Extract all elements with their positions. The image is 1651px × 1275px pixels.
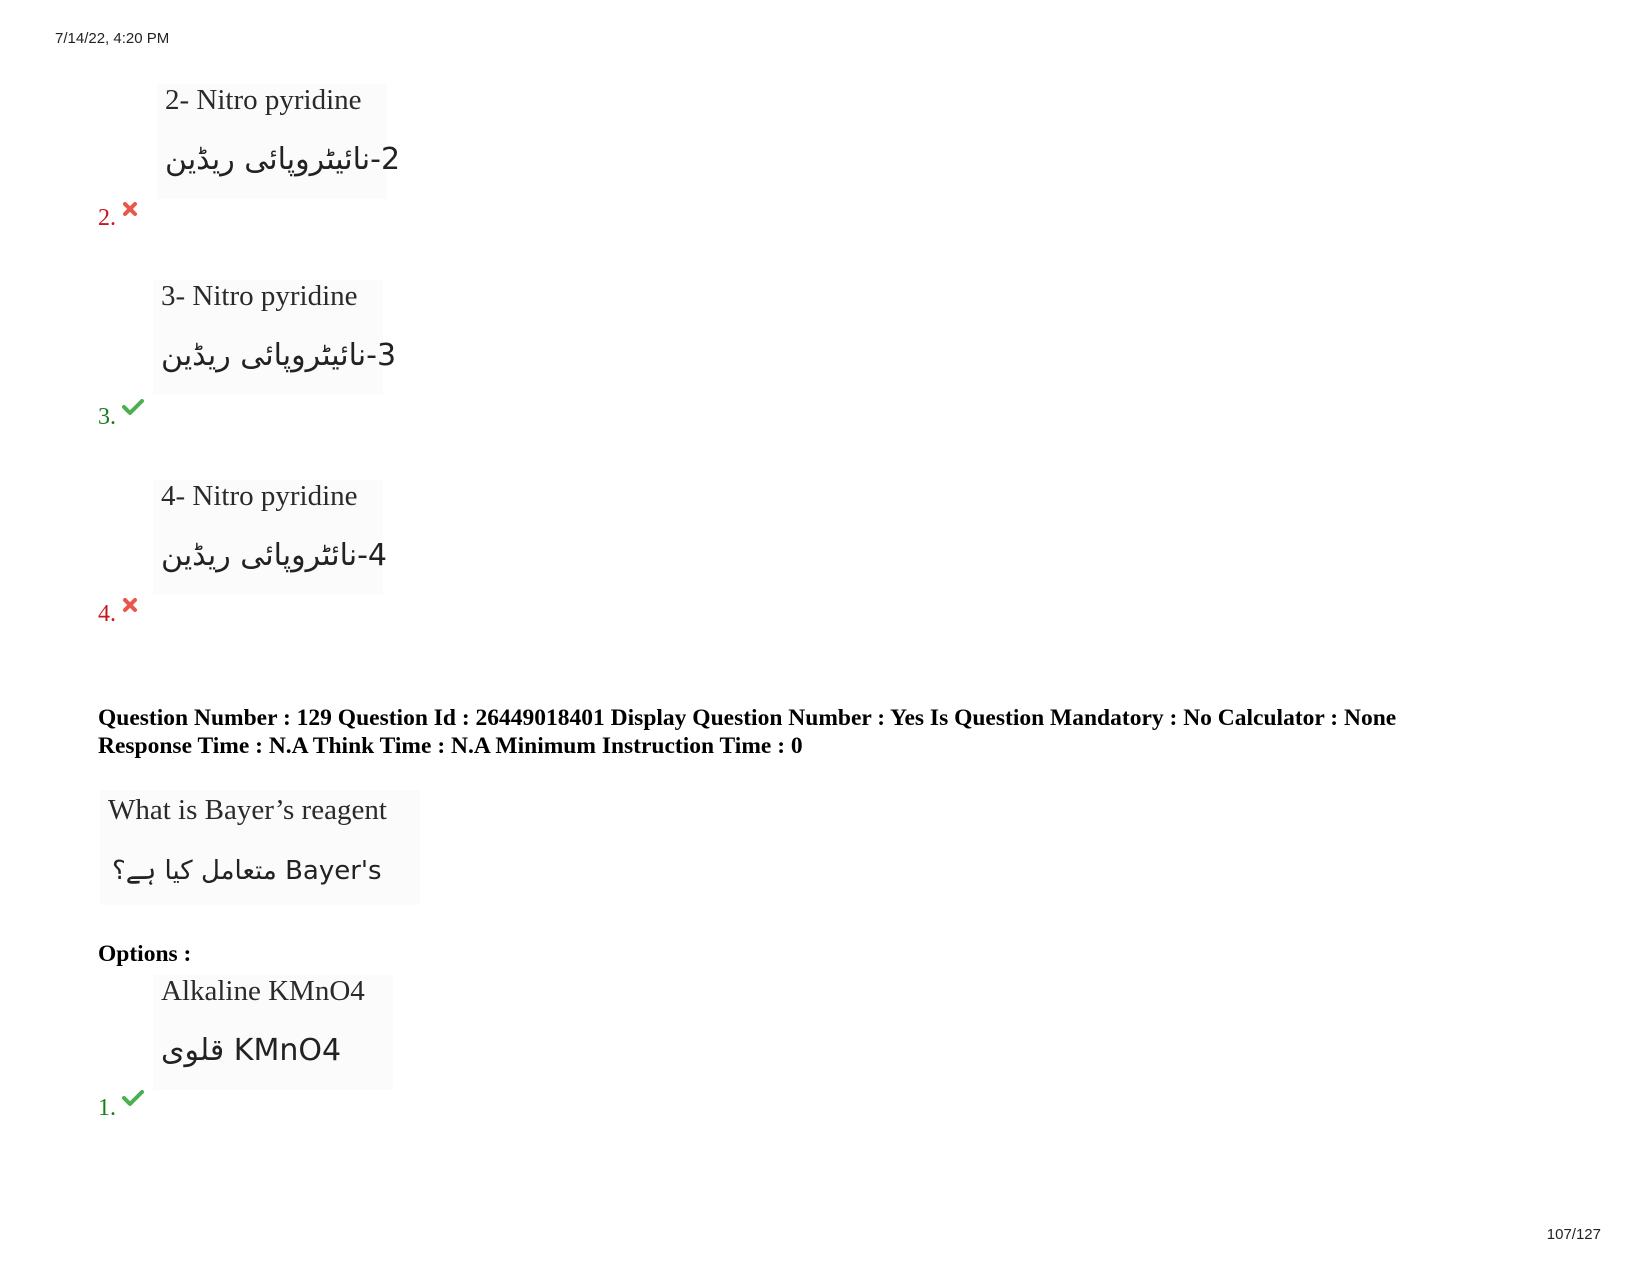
option-urdu-text: 4-نائٹروپائی ریڈین (161, 538, 388, 573)
option-number-2: 2. (98, 205, 138, 232)
page-number: 107/127 (1546, 1226, 1601, 1243)
option-image-2 (157, 84, 401, 199)
check-icon (122, 396, 144, 423)
option-english-text: Alkaline KMnO4 (161, 975, 365, 1007)
print-datetime: 7/14/22, 4:20 PM (55, 30, 170, 47)
cross-icon (122, 593, 138, 620)
option-english-text: 3- Nitro pyridine (161, 280, 358, 312)
option-urdu-text: 3-نائیٹروپائی ریڈین (161, 338, 397, 373)
option-number-4: 4. (98, 601, 138, 628)
option-image-4 (153, 480, 388, 595)
question-image (100, 790, 420, 905)
question-urdu-text: Bayer's متعامل کیا ہے؟ (112, 856, 382, 886)
option-number-1: 1. (98, 1095, 144, 1122)
option-image-3 (153, 280, 397, 395)
option-urdu-text: 2-نائیٹروپائی ریڈین (165, 142, 401, 177)
check-icon (122, 1087, 144, 1114)
option-number-3: 3. (98, 404, 144, 431)
question-meta-line-2: Response Time : N.A Think Time : N.A Minimum Instruction Time : 0 (98, 733, 803, 759)
options-label: Options : (98, 941, 192, 967)
question-metadata (98, 704, 1396, 760)
option-urdu-text: KMnO4 قلوی (161, 1033, 342, 1068)
option-english-text: 4- Nitro pyridine (161, 480, 358, 512)
option-english-text: 2- Nitro pyridine (165, 84, 362, 116)
cross-icon (122, 197, 138, 224)
question-english-text: What is Bayer’s reagent (108, 794, 387, 826)
option-image-1 (153, 975, 393, 1090)
question-meta-line-1: Question Number : 129 Question Id : 26449018401 Display Question Number : Yes Is Question Mandatory : No Calculator : None (98, 705, 1397, 731)
